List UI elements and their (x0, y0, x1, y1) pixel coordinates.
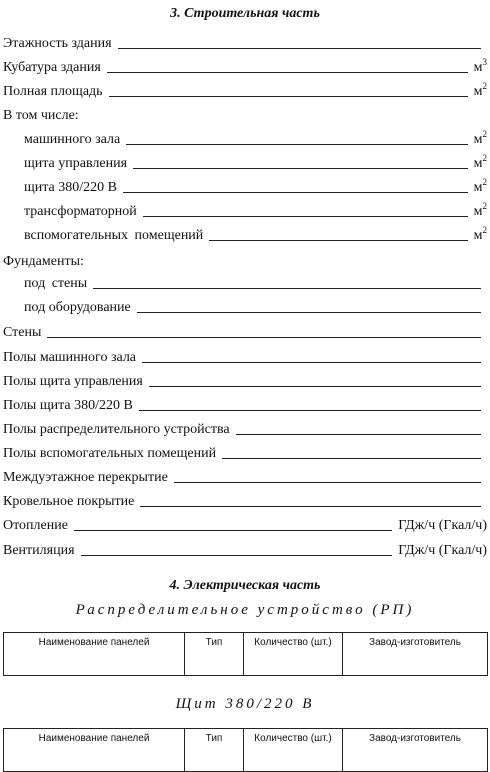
field-label: под оборудование (24, 300, 131, 315)
field-label: щита 380/220 В (24, 180, 118, 195)
fill-line[interactable] (81, 555, 393, 556)
panels-table-380 (3, 728, 488, 772)
unit-label: $м^2$ (473, 225, 487, 243)
unit-label: $м^2$ (473, 81, 487, 99)
fill-line[interactable] (107, 72, 468, 73)
field-row-interfloor-slab (3, 466, 487, 486)
field-label: Полная площадь (3, 84, 103, 99)
field-row-floors (3, 32, 487, 52)
field-row-total-area (3, 80, 487, 100)
column-header-manufacturer: Завод-изготовитель (343, 729, 488, 772)
field-row-under-equipment (24, 296, 487, 316)
field-heading: В том числе: (3, 108, 79, 123)
field-row-transformer (24, 200, 487, 220)
fill-line[interactable] (74, 530, 392, 531)
unit-label: ГДж/ч (Гкал/ч) (398, 543, 487, 558)
field-label: Кровельное покрытие (3, 494, 135, 509)
panels-table-distribution (3, 632, 488, 676)
subtitle-panel-380: Щит 380/220 В (175, 696, 315, 712)
column-header-quantity: Количество (шт.) (244, 633, 343, 676)
field-label: вспомогательных помещений (24, 228, 204, 243)
field-label: Междуэтажное перекрытие (3, 470, 168, 485)
unit-label: $м^2$ (473, 153, 487, 171)
field-row-foundations (3, 250, 487, 270)
field-label: Вентиляция (3, 543, 75, 558)
field-label: Полы машинного зала (3, 350, 137, 365)
fill-line[interactable] (149, 386, 481, 387)
field-row-panel-380 (24, 176, 487, 196)
column-header-quantity: Количество (шт.) (244, 729, 343, 772)
unit-label: $м^3$ (473, 57, 487, 75)
unit-label: ГДж/ч (Гкал/ч) (398, 518, 487, 533)
fill-line[interactable] (142, 362, 481, 363)
column-header-manufacturer: Завод-изготовитель (343, 633, 488, 676)
fill-line[interactable] (137, 312, 481, 313)
fill-line[interactable] (174, 482, 481, 483)
field-row-auxiliary (24, 224, 487, 244)
field-label: Отопление (3, 518, 68, 533)
field-row-roofing (3, 490, 487, 510)
subtitle-distribution-device: Распределительное устройство (РП) (75, 602, 415, 618)
field-label: Полы вспомогательных помещений (3, 446, 217, 461)
fill-line[interactable] (236, 434, 481, 435)
field-row-floor-machine-hall (3, 346, 487, 366)
fill-line[interactable] (109, 96, 468, 97)
column-header-panel-name: Наименование панелей (4, 729, 185, 772)
unit-label: $м^2$ (473, 201, 487, 219)
fill-line[interactable] (222, 458, 481, 459)
field-row-including (3, 104, 487, 124)
field-label: Полы распределительного устройства (3, 422, 230, 437)
unit-label: $м^2$ (473, 177, 487, 195)
field-row-under-walls (24, 272, 487, 292)
field-row-machine-hall (24, 128, 487, 148)
fill-line[interactable] (140, 506, 481, 507)
field-label: трансформаторной (24, 204, 137, 219)
field-label: Полы щита 380/220 В (3, 398, 133, 413)
field-label: Кубатура здания (3, 60, 101, 75)
field-label: Полы щита управления (3, 374, 143, 389)
field-row-ventilation (3, 539, 487, 559)
field-row-heating (3, 514, 487, 534)
field-row-volume (3, 56, 487, 76)
field-label: Стены (3, 325, 42, 340)
column-header-type: Тип (185, 633, 244, 676)
field-label: машинного зала (24, 132, 121, 147)
fill-line[interactable] (133, 168, 468, 169)
section-4-title: 4. Электрическая часть (169, 578, 321, 593)
field-row-floor-panel-380 (3, 394, 487, 414)
fill-line[interactable] (143, 216, 468, 217)
column-header-panel-name: Наименование панелей (4, 633, 185, 676)
field-heading: Фундаменты: (3, 254, 84, 269)
field-row-floor-auxiliary (3, 442, 487, 462)
field-row-floor-distribution (3, 418, 487, 438)
field-label: под стены (24, 276, 88, 291)
field-row-floor-control-panel (3, 370, 487, 390)
fill-line[interactable] (126, 144, 467, 145)
field-row-walls (3, 321, 487, 341)
section-3-title: 3. Строительная часть (170, 6, 320, 21)
column-header-type: Тип (185, 729, 244, 772)
unit-label: $м^2$ (473, 129, 487, 147)
fill-line[interactable] (47, 337, 481, 338)
fill-line[interactable] (123, 192, 468, 193)
field-label: Этажность здания (3, 36, 112, 51)
fill-line[interactable] (139, 410, 481, 411)
fill-line[interactable] (118, 48, 481, 49)
field-row-control-panel (24, 152, 487, 172)
field-label: щита управления (24, 156, 128, 171)
fill-line[interactable] (209, 240, 467, 241)
fill-line[interactable] (93, 288, 481, 289)
